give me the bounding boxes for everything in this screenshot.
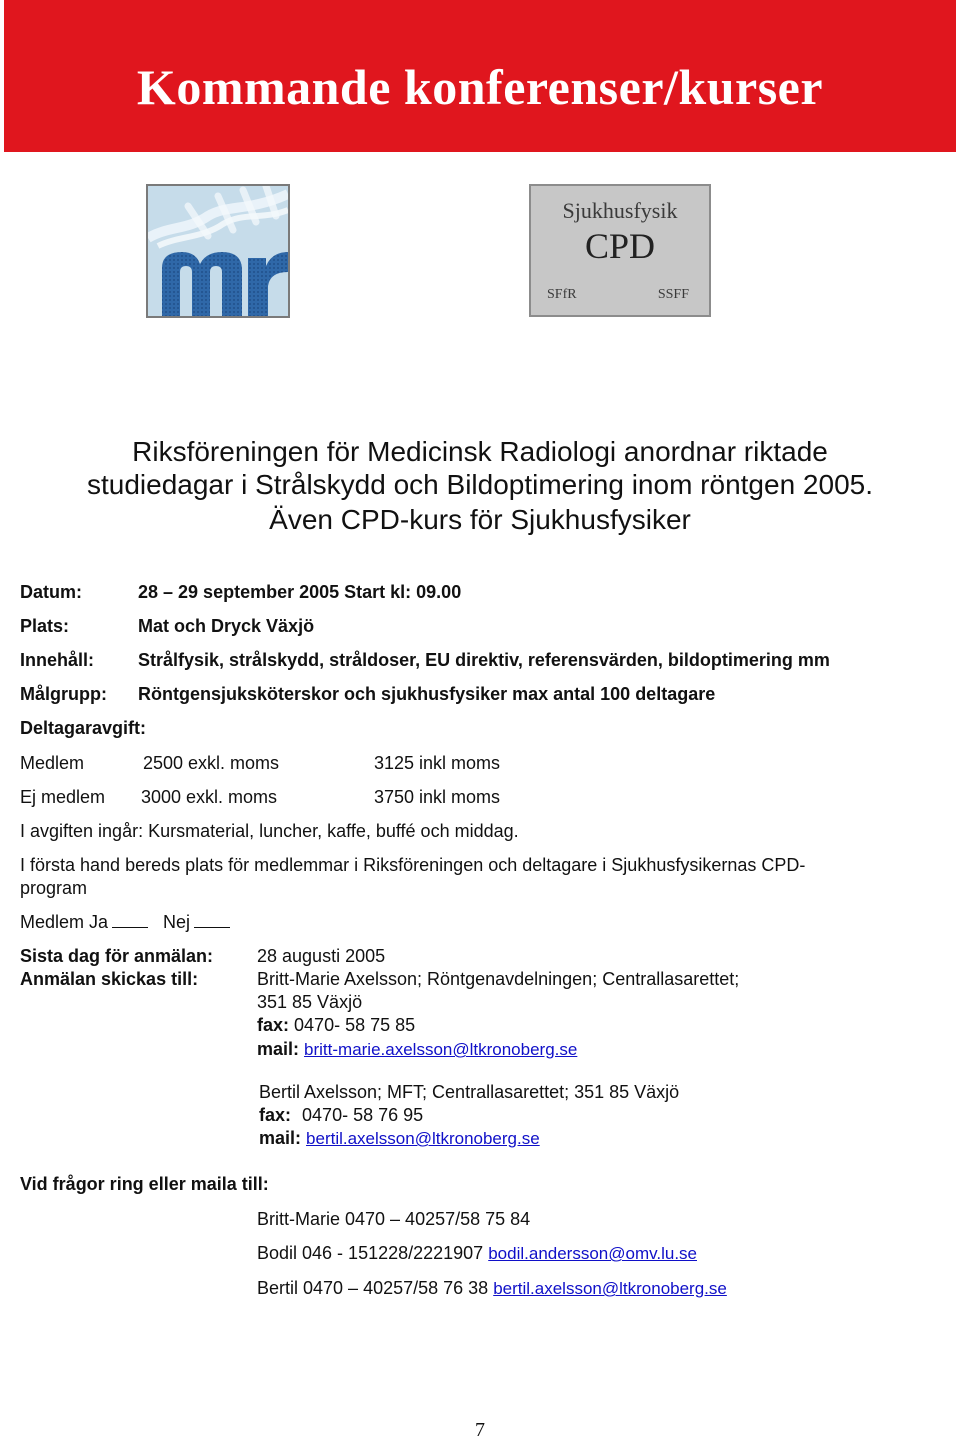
bodil-phone: Bodil 046 - 151228/2221907 xyxy=(257,1243,484,1263)
ingar-note: I avgiften ingår: Kursmaterial, luncher, kaffe, buffé och middag. xyxy=(20,821,519,841)
forsta-note-line1: I första hand bereds plats för medlemmar i Riksföreningen och deltagare i Sjukhusfysikernas CPD- xyxy=(20,855,806,875)
intro-line-3: Även CPD-kurs för Sjukhusfysiker xyxy=(269,504,691,535)
question-contact-bertil xyxy=(257,1278,727,1299)
question-contact-britt-marie: Britt-Marie 0470 – 40257/58 75 84 xyxy=(257,1209,531,1229)
malgrupp-label: Målgrupp: xyxy=(20,684,107,704)
fee-incl: 3750 inkl moms xyxy=(374,787,501,807)
innehall-value: Strålfysik, strålskydd, stråldoser, EU direktiv, referensvärden, bildoptimering mm xyxy=(138,650,830,670)
fax-number: 0470- 58 76 95 xyxy=(302,1105,424,1125)
fax-label: fax: xyxy=(259,1105,292,1125)
skickas-label: Anmälan skickas till: xyxy=(20,969,199,989)
mr-logo-graphic xyxy=(148,186,288,316)
sista-dag-value: 28 augusti 2005 xyxy=(257,946,386,966)
mail-label: mail: xyxy=(259,1128,302,1148)
page-title: Kommande konferenser/kurser xyxy=(136,59,824,115)
fee-incl: 3125 inkl moms xyxy=(374,753,501,773)
deltagaravgift-label: Deltagaravgift: xyxy=(20,718,147,738)
innehall-label: Innehåll: xyxy=(20,650,95,670)
contact1-address: Britt-Marie Axelsson; Röntgenavdelningen; Centrallasarettet; xyxy=(257,969,740,989)
email-link[interactable]: bertil.axelsson@ltkronoberg.se xyxy=(306,1129,540,1148)
malgrupp-value: Röntgensjuksköterskor och sjukhusfysiker max antal 100 deltagare xyxy=(138,684,716,704)
datum-label: Datum: xyxy=(20,582,82,602)
cpd-logo-left: SFfR xyxy=(547,287,577,302)
fax-label: fax: xyxy=(257,1015,290,1035)
contact2-fax xyxy=(259,1105,423,1126)
datum-value: 28 – 29 september 2005 Start kl: 09.00 xyxy=(138,582,462,602)
contact2-address: Bertil Axelsson; MFT; Centrallasarettet; 351 85 Växjö xyxy=(259,1082,680,1102)
contact1-mail xyxy=(257,1039,577,1060)
header-banner xyxy=(4,0,956,152)
cpd-logo xyxy=(529,184,711,317)
mr-logo xyxy=(146,184,290,318)
plats-value: Mat och Dryck Växjö xyxy=(138,616,315,636)
email-link[interactable]: bertil.axelsson@ltkronoberg.se xyxy=(493,1279,727,1298)
contact2-mail xyxy=(259,1128,540,1149)
fee-label: Ej medlem xyxy=(20,787,106,807)
fee-excl: 2500 exkl. moms xyxy=(143,753,280,773)
email-link[interactable]: bodil.andersson@omv.lu.se xyxy=(488,1244,697,1263)
fee-label: Medlem xyxy=(20,753,85,773)
nej-blank[interactable] xyxy=(194,926,230,928)
forsta-note-line2: program xyxy=(20,878,88,898)
plats-label: Plats: xyxy=(20,616,70,636)
intro-line-2: studiedagar i Strålskydd och Bildoptimering inom röntgen 2005. xyxy=(86,469,873,500)
questions-label: Vid frågor ring eller maila till: xyxy=(20,1174,269,1194)
membership-question xyxy=(20,912,230,933)
ja-blank[interactable] xyxy=(112,926,148,928)
nej-label: Nej xyxy=(163,912,191,932)
question-contact-bodil xyxy=(257,1243,697,1264)
intro-line-1: Riksföreningen för Medicinsk Radiologi anordnar riktade xyxy=(132,436,828,467)
mail-label: mail: xyxy=(257,1039,300,1059)
bertil-phone: Bertil 0470 – 40257/58 76 38 xyxy=(257,1278,489,1298)
sista-dag-label: Sista dag för anmälan: xyxy=(20,946,214,966)
fax-number: 0470- 58 75 85 xyxy=(294,1015,416,1035)
medlem-ja-label: Medlem Ja xyxy=(20,912,109,932)
fee-excl: 3000 exkl. moms xyxy=(141,787,278,807)
contact1-city: 351 85 Växjö xyxy=(257,992,363,1012)
cpd-logo-line1: Sjukhusfysik xyxy=(562,198,678,223)
page-number: 7 xyxy=(475,1419,485,1441)
cpd-logo-line2: CPD xyxy=(584,226,656,266)
cpd-logo-right: SSFF xyxy=(657,287,689,302)
email-link[interactable]: britt-marie.axelsson@ltkronoberg.se xyxy=(304,1040,578,1059)
contact1-fax xyxy=(257,1015,415,1036)
